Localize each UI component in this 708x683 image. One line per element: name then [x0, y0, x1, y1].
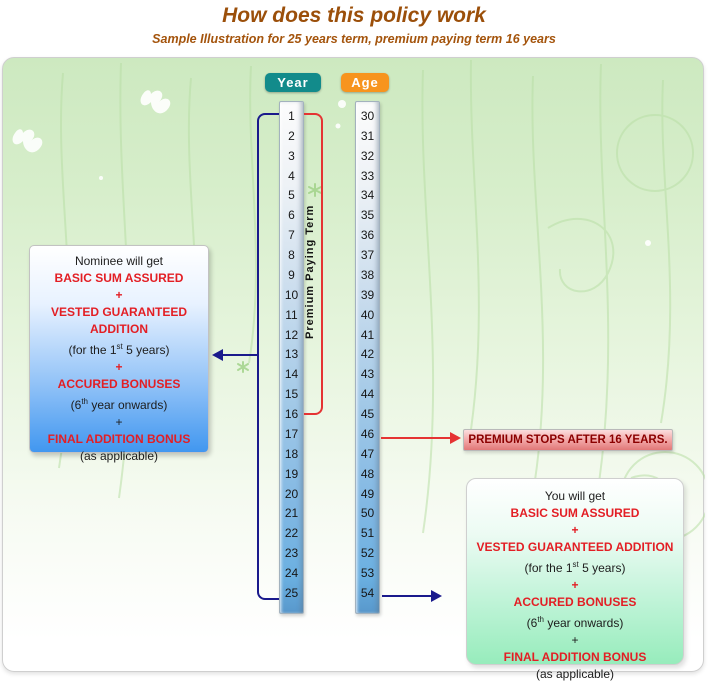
premium-paying-term-label: Premium Paying Term — [304, 204, 316, 340]
age-cell: 44 — [360, 387, 375, 402]
benefit-line: (as applicable) — [535, 667, 615, 681]
year-cell: 12 — [284, 327, 299, 342]
benefit-line: (6th year onwards) — [70, 397, 168, 412]
age-column — [355, 101, 380, 614]
year-cell: 21 — [284, 506, 299, 521]
premium-stops-connector-line — [381, 437, 450, 439]
benefit-line: + — [571, 578, 579, 592]
benefit-line: ACCURED BONUSES — [513, 595, 637, 609]
age-cell: 36 — [360, 228, 375, 243]
benefit-line: FINAL ADDITION BONUS — [503, 650, 647, 664]
age-column-header: Age — [341, 73, 389, 92]
benefit-line: (for the 1st 5 years) — [68, 342, 170, 357]
age-cell: 31 — [360, 128, 375, 143]
age-cell: 48 — [360, 466, 375, 481]
age-cell: 32 — [360, 148, 375, 163]
benefit-line: ACCURED BONUSES — [57, 377, 181, 391]
nominee-arrow-icon — [212, 349, 223, 361]
year-cell: 3 — [288, 148, 295, 163]
age-cell: 34 — [360, 188, 375, 203]
year-cell: 9 — [288, 267, 295, 282]
age-cell: 54 — [360, 585, 375, 600]
benefit-line: (6th year onwards) — [526, 615, 624, 630]
year-cell: 18 — [284, 446, 299, 461]
benefit-line: Nominee will get — [74, 254, 164, 268]
age-cell: 47 — [360, 446, 375, 461]
year-cell: 17 — [284, 426, 299, 441]
age-cell: 38 — [360, 267, 375, 282]
year-cell: 23 — [284, 546, 299, 561]
age-cell: 40 — [360, 307, 375, 322]
year-cell: 15 — [284, 387, 299, 402]
benefit-line: + — [115, 360, 123, 374]
benefit-line: (as applicable) — [79, 449, 159, 463]
year-cell: 11 — [285, 307, 298, 322]
year-cell: 8 — [288, 248, 295, 263]
year-column-header: Year — [265, 73, 321, 92]
year-cell: 4 — [288, 168, 295, 183]
year-cell: 24 — [284, 566, 299, 581]
nominee-connector-line — [222, 354, 259, 356]
year-column — [279, 101, 304, 614]
policy-term-bracket — [257, 113, 279, 600]
maturity-connector-line — [382, 595, 431, 597]
premium-stops-banner: PREMIUM STOPS AFTER 16 YEARS. — [463, 429, 673, 451]
age-cell: 33 — [360, 168, 375, 183]
age-cell: 50 — [360, 506, 375, 521]
year-cell: 14 — [284, 367, 299, 382]
illustration-panel — [2, 57, 704, 681]
benefit-line: FINAL ADDITION BONUS — [47, 432, 191, 446]
year-cell: 25 — [284, 585, 299, 600]
benefit-line: + — [571, 633, 579, 647]
benefit-line: + — [571, 523, 579, 537]
benefit-line: + — [115, 288, 123, 302]
year-cell: 16 — [284, 407, 299, 422]
age-cell: 42 — [360, 347, 375, 362]
benefit-line: You will get — [544, 489, 606, 503]
age-cell: 39 — [360, 287, 375, 302]
age-cell: 43 — [360, 367, 375, 382]
age-cell: 41 — [360, 327, 375, 342]
age-cell: 51 — [360, 526, 375, 541]
year-cell: 10 — [284, 287, 299, 302]
benefit-line: VESTED GUARANTEED ADDITION — [50, 305, 187, 336]
benefit-line: (for the 1st 5 years) — [524, 560, 626, 575]
year-cell: 22 — [284, 526, 299, 541]
benefit-line: VESTED GUARANTEED ADDITION — [476, 540, 674, 554]
age-cell: 46 — [360, 426, 375, 441]
age-cell: 35 — [360, 208, 375, 223]
age-cell: 53 — [360, 566, 375, 581]
benefit-line: BASIC SUM ASSURED — [510, 506, 640, 520]
premium-stops-arrow-icon — [450, 432, 461, 444]
benefit-line: + — [115, 415, 123, 429]
year-cell: 2 — [288, 128, 295, 143]
age-cell: 37 — [360, 248, 375, 263]
year-cell: 6 — [288, 208, 295, 223]
nominee-benefits-box — [29, 245, 209, 463]
age-cell: 45 — [360, 407, 375, 422]
year-cell: 19 — [284, 466, 299, 481]
year-cell: 13 — [284, 347, 299, 362]
year-cell: 1 — [288, 108, 295, 123]
year-cell: 20 — [284, 486, 299, 501]
benefit-line: BASIC SUM ASSURED — [54, 271, 184, 285]
page-title: How does this policy work — [222, 4, 486, 27]
year-cell: 7 — [288, 228, 295, 243]
maturity-arrow-icon — [431, 590, 442, 602]
age-cell: 30 — [360, 108, 375, 123]
year-cell: 5 — [288, 188, 295, 203]
policyholder-benefits-box — [466, 478, 684, 681]
age-cell: 49 — [360, 486, 375, 501]
age-cell: 52 — [360, 546, 375, 561]
page-subtitle: Sample Illustration for 25 years term, premium paying term 16 years — [152, 32, 556, 46]
